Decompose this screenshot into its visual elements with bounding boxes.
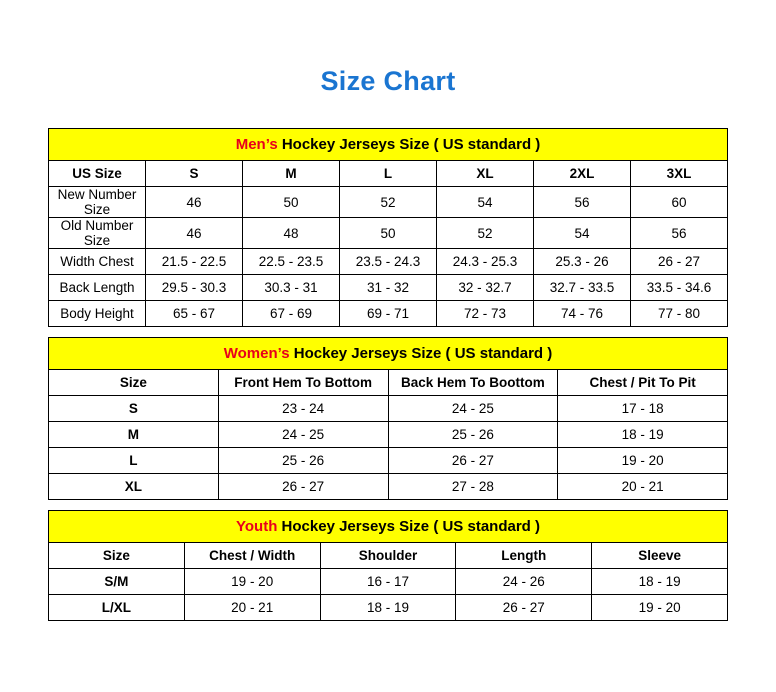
- page-title: Size Chart: [320, 66, 456, 96]
- table-row: [49, 448, 728, 474]
- youth-header-cell-3: Length: [456, 543, 592, 569]
- womens-row-3-label: XL: [49, 474, 219, 500]
- mens-header-cell-2: M: [243, 161, 340, 187]
- youth-header-cell-4: Sleeve: [592, 543, 728, 569]
- womens-row-2-label: L: [49, 448, 219, 474]
- youth-row-0-cell-2: 16 - 17: [320, 569, 456, 595]
- mens-row-3-cell-1: 29.5 - 30.3: [146, 275, 243, 301]
- mens-row-4-cell-5: 74 - 76: [534, 301, 631, 327]
- mens-banner-accent: Men’s: [235, 136, 278, 153]
- youth-row-1-label: L/XL: [49, 595, 185, 621]
- womens-banner-cell: [49, 338, 728, 370]
- youth-row-0-cell-3: 24 - 26: [456, 569, 592, 595]
- womens-row-1-cell-1: 24 - 25: [218, 422, 388, 448]
- womens-banner-accent: Women’s: [223, 345, 290, 362]
- mens-row-1-cell-4: 52: [437, 218, 534, 249]
- youth-row-1-cell-1: 20 - 21: [184, 595, 320, 621]
- table-row: [49, 218, 728, 249]
- section-gap-2: [48, 500, 728, 510]
- mens-row-0-cell-2: 50: [243, 187, 340, 218]
- mens-row-4-label: Body Height: [49, 301, 146, 327]
- mens-row-4-cell-4: 72 - 73: [437, 301, 534, 327]
- womens-header-cell-2: Back Hem To Boottom: [388, 370, 558, 396]
- mens-row-0-cell-4: 54: [437, 187, 534, 218]
- mens-header-cell-0: US Size: [49, 161, 146, 187]
- table-row: [49, 275, 728, 301]
- womens-header-cell-3: Chest / Pit To Pit: [558, 370, 728, 396]
- womens-row-0-cell-2: 24 - 25: [388, 396, 558, 422]
- mens-banner-rest: Hockey Jerseys Size ( US standard ): [277, 136, 541, 153]
- womens-row-2-cell-2: 26 - 27: [388, 448, 558, 474]
- mens-header-cell-6: 3XL: [631, 161, 728, 187]
- womens-row-2-cell-3: 19 - 20: [558, 448, 728, 474]
- youth-header-cell-1: Chest / Width: [184, 543, 320, 569]
- womens-banner-row: [49, 338, 728, 370]
- womens-header-cell-1: Front Hem To Bottom: [218, 370, 388, 396]
- mens-row-3-cell-3: 31 - 32: [340, 275, 437, 301]
- mens-row-1-cell-3: 50: [340, 218, 437, 249]
- youth-row-1-cell-2: 18 - 19: [320, 595, 456, 621]
- youth-row-0-cell-4: 18 - 19: [592, 569, 728, 595]
- womens-size-table: [48, 337, 728, 500]
- mens-row-1-cell-1: 46: [146, 218, 243, 249]
- mens-row-0-cell-5: 56: [534, 187, 631, 218]
- mens-row-2-cell-6: 26 - 27: [631, 249, 728, 275]
- youth-row-0-label: S/M: [49, 569, 185, 595]
- table-row: [49, 249, 728, 275]
- womens-row-3-cell-1: 26 - 27: [218, 474, 388, 500]
- section-gap-1: [48, 327, 728, 337]
- youth-row-0-cell-1: 19 - 20: [184, 569, 320, 595]
- womens-row-1-cell-3: 18 - 19: [558, 422, 728, 448]
- womens-row-3-cell-2: 27 - 28: [388, 474, 558, 500]
- womens-row-3-cell-3: 20 - 21: [558, 474, 728, 500]
- youth-banner-accent: Youth: [236, 518, 278, 535]
- womens-row-1-label: M: [49, 422, 219, 448]
- table-row: [49, 187, 728, 218]
- mens-row-2-cell-1: 21.5 - 22.5: [146, 249, 243, 275]
- womens-banner-rest: Hockey Jerseys Size ( US standard ): [289, 345, 553, 362]
- mens-row-2-cell-5: 25.3 - 26: [534, 249, 631, 275]
- mens-row-0-cell-6: 60: [631, 187, 728, 218]
- youth-row-1-cell-3: 26 - 27: [456, 595, 592, 621]
- mens-row-1-cell-5: 54: [534, 218, 631, 249]
- youth-header-cell-0: Size: [49, 543, 185, 569]
- mens-banner-row: [49, 129, 728, 161]
- mens-header-cell-1: S: [146, 161, 243, 187]
- mens-row-2-cell-3: 23.5 - 24.3: [340, 249, 437, 275]
- youth-header-cell-2: Shoulder: [320, 543, 456, 569]
- youth-banner-cell: [49, 511, 728, 543]
- mens-row-4-cell-3: 69 - 71: [340, 301, 437, 327]
- mens-row-1-cell-2: 48: [243, 218, 340, 249]
- table-row: [49, 396, 728, 422]
- youth-banner-rest: Hockey Jerseys Size ( US standard ): [277, 518, 540, 535]
- womens-row-0-cell-3: 17 - 18: [558, 396, 728, 422]
- mens-row-4-cell-2: 67 - 69: [243, 301, 340, 327]
- mens-row-3-label: Back Length: [49, 275, 146, 301]
- mens-row-2-cell-2: 22.5 - 23.5: [243, 249, 340, 275]
- mens-row-3-cell-6: 33.5 - 34.6: [631, 275, 728, 301]
- youth-banner-row: [49, 511, 728, 543]
- womens-row-1-cell-2: 25 - 26: [388, 422, 558, 448]
- mens-row-0-label: New Number Size: [49, 187, 146, 218]
- womens-row-0-cell-1: 23 - 24: [218, 396, 388, 422]
- mens-row-4-cell-1: 65 - 67: [146, 301, 243, 327]
- mens-header-cell-5: 2XL: [534, 161, 631, 187]
- table-row: [49, 301, 728, 327]
- mens-size-table: [48, 128, 728, 327]
- mens-row-3-cell-4: 32 - 32.7: [437, 275, 534, 301]
- youth-header-row: [49, 543, 728, 569]
- womens-header-cell-0: Size: [49, 370, 219, 396]
- size-tables-container: [48, 95, 728, 621]
- table-row: [49, 474, 728, 500]
- table-row: [49, 422, 728, 448]
- mens-row-2-cell-4: 24.3 - 25.3: [437, 249, 534, 275]
- womens-row-0-label: S: [49, 396, 219, 422]
- mens-row-3-cell-5: 32.7 - 33.5: [534, 275, 631, 301]
- mens-row-1-label: Old Number Size: [49, 218, 146, 249]
- youth-size-table: [48, 510, 728, 621]
- mens-row-2-label: Width Chest: [49, 249, 146, 275]
- mens-row-3-cell-2: 30.3 - 31: [243, 275, 340, 301]
- mens-header-cell-4: XL: [437, 161, 534, 187]
- table-row: [49, 569, 728, 595]
- mens-row-0-cell-3: 52: [340, 187, 437, 218]
- mens-row-4-cell-6: 77 - 80: [631, 301, 728, 327]
- youth-row-1-cell-4: 19 - 20: [592, 595, 728, 621]
- table-row: [49, 595, 728, 621]
- mens-banner-cell: [49, 129, 728, 161]
- mens-header-cell-3: L: [340, 161, 437, 187]
- mens-row-1-cell-6: 56: [631, 218, 728, 249]
- womens-row-2-cell-1: 25 - 26: [218, 448, 388, 474]
- womens-header-row: [49, 370, 728, 396]
- mens-row-0-cell-1: 46: [146, 187, 243, 218]
- mens-header-row: [49, 161, 728, 187]
